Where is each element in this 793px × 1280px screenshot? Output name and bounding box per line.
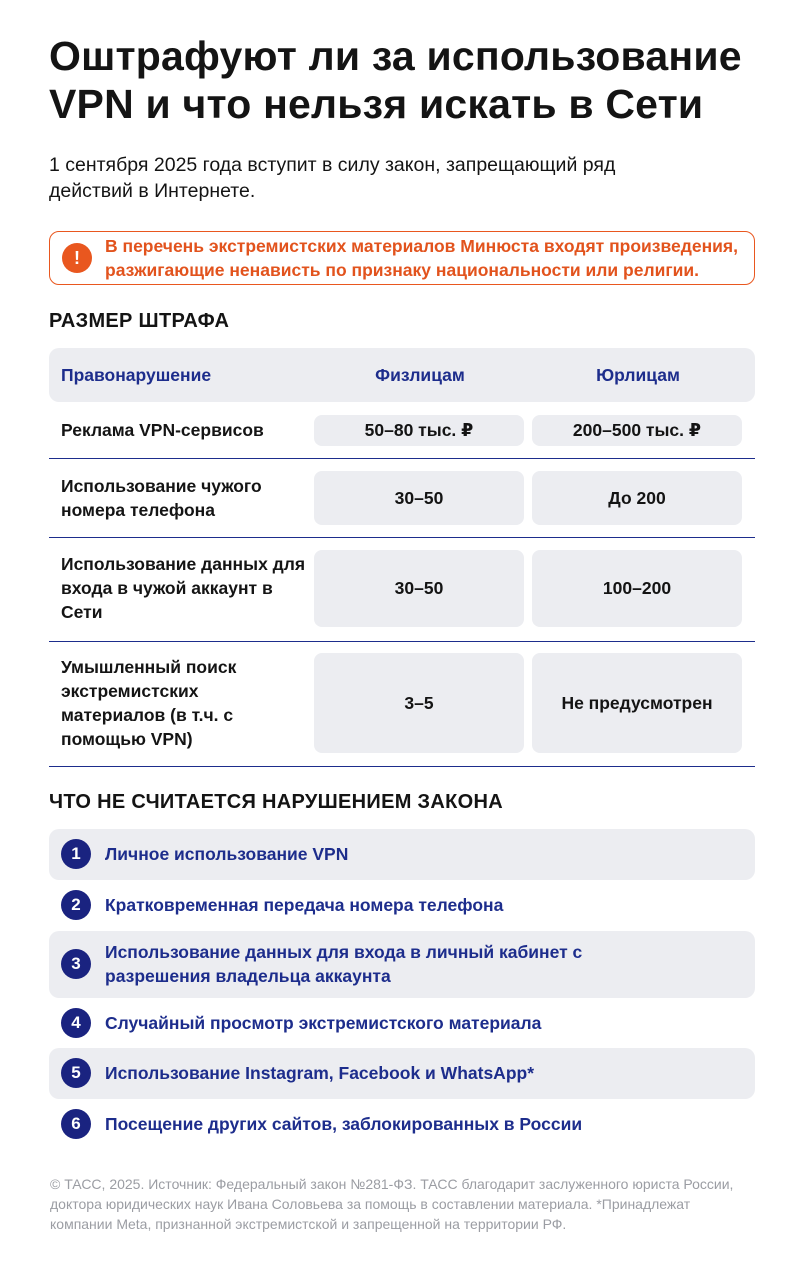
footer-source-note: © ТАСС, 2025. Источник: Федеральный закон №281-ФЗ. ТАСС благодарит заслуженного юриста России, доктора юридических наук Ивана Соловьева за помощь в составлении материала. *Принадлежат компании Meta, признанной экстремистской и запрещенной на территории РФ.	[50, 1176, 734, 1232]
fine-legal: 100–200	[532, 550, 742, 627]
number-badge: 6	[61, 1109, 91, 1139]
column-header-offense: Правонарушение	[61, 365, 212, 385]
fine-legal: До 200	[532, 471, 742, 525]
extremist-materials-alert	[49, 231, 755, 285]
column-header-individuals: Физлицам	[375, 365, 465, 385]
offense-label: Использование чужого номера телефона	[61, 476, 262, 520]
fine-individuals: 50–80 тыс. ₽	[314, 415, 524, 446]
list-item-text: Личное использование VPN	[105, 844, 349, 864]
alert-text: В перечень экстремистских материалов Минюста входят произведения, разжигающие ненависть по признаку национальности или религии.	[105, 236, 738, 280]
list-item-text: Использование данных для входа в личный кабинет с разрешения владельца аккаунта	[105, 942, 583, 986]
offense-label: Умышленный поиск экстремистских материалов (в т.ч. с помощью VPN)	[61, 657, 237, 749]
fine-individuals: 30–50	[314, 550, 524, 627]
table-row	[49, 402, 755, 459]
fine-legal: 200–500 тыс. ₽	[532, 415, 742, 446]
number-badge: 3	[61, 949, 91, 979]
fines-heading: РАЗМЕР ШТРАФА	[49, 310, 230, 332]
list-item-text: Посещение других сайтов, заблокированных в России	[105, 1114, 583, 1134]
offense-label: Использование данных для входа в чужой аккаунт в Сети	[61, 554, 306, 622]
list-item-text: Использование Instagram, Facebook и WhatsApp*	[105, 1063, 535, 1083]
number-badge: 5	[61, 1058, 91, 1088]
fine-legal: Не предусмотрен	[532, 653, 742, 753]
column-header-legal: Юрлицам	[596, 365, 680, 385]
list-item	[49, 1099, 755, 1150]
list-item	[49, 998, 755, 1048]
fine-individuals: 30–50	[314, 471, 524, 525]
list-item	[49, 1048, 755, 1099]
fines-table-header	[49, 348, 755, 402]
page-title: Оштрафуют ли за использование VPN и что нельзя искать в Сети	[49, 33, 742, 127]
table-row	[49, 459, 755, 538]
list-item-text: Случайный просмотр экстремистского материала	[105, 1013, 542, 1033]
number-badge: 2	[61, 890, 91, 920]
page-subtitle: 1 сентября 2025 года вступит в силу закон, запрещающий ряд действий в Интернете.	[49, 154, 616, 202]
offense-label: Реклама VPN-сервисов	[61, 420, 264, 440]
fine-individuals: 3–5	[314, 653, 524, 753]
list-item	[49, 931, 755, 998]
exclamation-icon: !	[62, 243, 92, 273]
list-item-text: Кратковременная передача номера телефона	[105, 895, 504, 915]
number-badge: 1	[61, 839, 91, 869]
list-item	[49, 829, 755, 880]
table-row	[49, 642, 755, 767]
list-item	[49, 880, 755, 931]
table-row	[49, 538, 755, 642]
number-badge: 4	[61, 1008, 91, 1038]
not-violations-heading: ЧТО НЕ СЧИТАЕТСЯ НАРУШЕНИЕМ ЗАКОНА	[49, 791, 503, 813]
